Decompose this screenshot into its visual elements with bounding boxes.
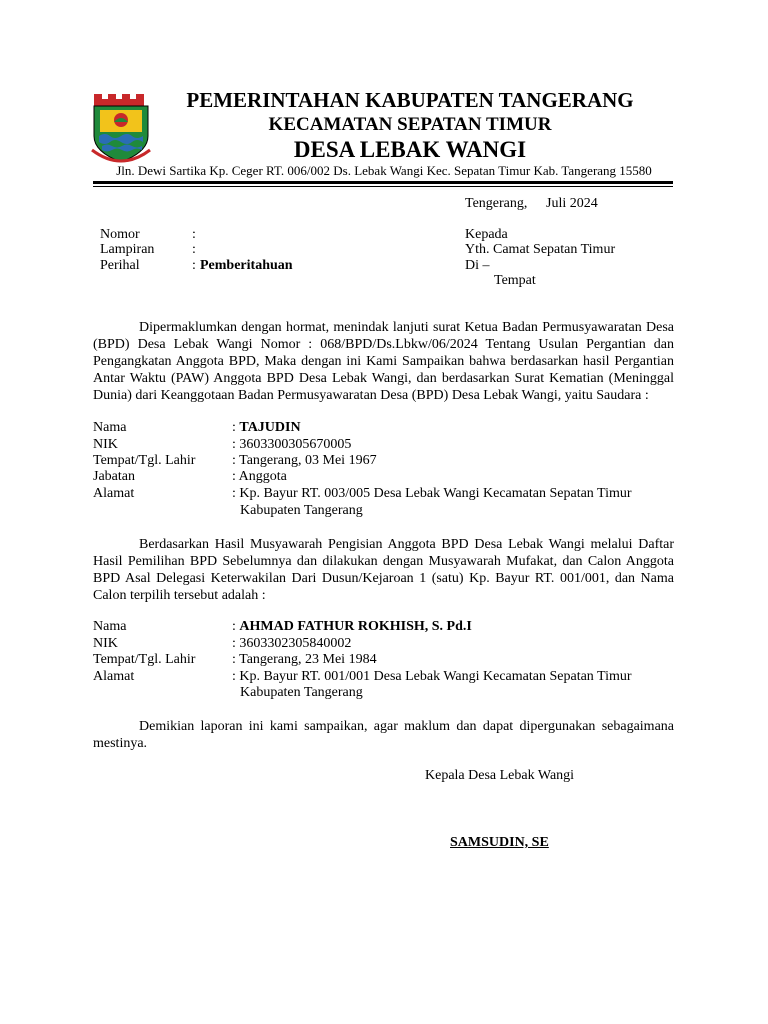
person2-alamat-line1: : Kp. Bayur RT. 001/001 Desa Lebak Wangi Kecamatan Sepatan Timur <box>232 669 632 684</box>
lampiran-label: Lampiran <box>100 242 155 257</box>
person2-nama: : AHMAD FATHUR ROKHISH, S. Pd.I <box>232 619 472 634</box>
letter-date-place: Tengerang, <box>465 196 528 211</box>
body-paragraph-2: Berdasarkan Hasil Musyawarah Pengisian Anggota BPD Desa Lebak Wangi melalui Daftar Hasil Pemilihan BPD Sebelumnya dan dilakukan dengan Musyawarah Mufakat, dan Calon Anggota BPD Asal Delegasi Keterwakilan Dari Dusun/Kejaroan 1 (satu) Kp. Bayur RT. 001/001, dan Nama Calon terpilih tersebut adalah : <box>93 537 674 603</box>
header-district-title: KECAMATAN SEPATAN TIMUR <box>268 114 552 135</box>
person1-alamat-label: Alamat <box>93 486 135 501</box>
person1-alamat-line1: : Kp. Bayur RT. 003/005 Desa Lebak Wangi Kecamatan Sepatan Timur <box>232 486 632 501</box>
header-village-title: DESA LEBAK WANGI <box>293 137 527 162</box>
person1-ttl: : Tangerang, 03 Mei 1967 <box>232 453 377 468</box>
person1-nama: : TAJUDIN <box>232 420 301 435</box>
body-paragraph-1: Dipermaklumkan dengan hormat, menindak lanjuti surat Ketua Badan Permusyawaratan Desa (BPD) Desa Lebak Wangi Nomor : 068/BPD/Ds.Lbkw/06/2024 Tentang Usulan Pergantian dan Pengangkatan Anggota BPD, Maka dengan ini Kami Sampaikan bahwa berdasarkan hasil Pergantian Antar Waktu (PAW) Anggota BPD Desa Lebak Wangi, dan berdasarkan Surat Kematian (Meninggal Dunia) dari Keanggotaan Badan Permusyawaratan Desa (BPD) Desa Lebak Wangi, yaitu Saudara : <box>93 320 674 403</box>
signature-name: SAMSUDIN, SE <box>450 835 549 850</box>
header-rule-thick <box>93 181 673 184</box>
person1-jabatan: : Anggota <box>232 469 287 484</box>
recipient-tempat: Tempat <box>494 273 536 288</box>
person1-nik: : 3603300305670005 <box>232 437 352 452</box>
person2-nik-label: NIK <box>93 636 118 651</box>
header-rule-thin <box>93 186 673 187</box>
recipient-di: Di – <box>465 258 490 273</box>
lampiran-separator: : <box>192 242 196 257</box>
regency-emblem-logo <box>90 92 152 164</box>
perihal-separator: : <box>192 258 196 273</box>
person2-alamat-label: Alamat <box>93 669 135 684</box>
body-paragraph-3: Demikian laporan ini kami sampaikan, agar maklum dan dapat dipergunakan sebagaimana mestinya. <box>93 719 674 751</box>
person2-ttl: : Tangerang, 23 Mei 1984 <box>232 652 377 667</box>
person1-nama-label: Nama <box>93 420 127 435</box>
letter-date: Juli 2024 <box>546 196 598 211</box>
person1-jabatan-label: Jabatan <box>93 469 135 484</box>
person1-ttl-label: Tempat/Tgl. Lahir <box>93 453 196 468</box>
person1-nik-label: NIK <box>93 437 118 452</box>
nomor-label: Nomor <box>100 227 140 242</box>
nomor-separator: : <box>192 227 196 242</box>
person2-nik: : 3603302305840002 <box>232 636 352 651</box>
header-government-title: PEMERINTAHAN KABUPATEN TANGERANG <box>186 88 634 112</box>
person2-nama-label: Nama <box>93 619 127 634</box>
recipient-name: Yth. Camat Sepatan Timur <box>465 242 616 257</box>
person2-alamat-line2: Kabupaten Tangerang <box>240 685 363 700</box>
person2-ttl-label: Tempat/Tgl. Lahir <box>93 652 196 667</box>
person1-alamat-line2: Kabupaten Tangerang <box>240 503 363 518</box>
signature-title: Kepala Desa Lebak Wangi <box>425 768 575 783</box>
header-address: Jln. Dewi Sartika Kp. Ceger RT. 006/002 Ds. Lebak Wangi Kec. Sepatan Timur Kab. Tangerang 15580 <box>116 163 652 178</box>
recipient-kepada: Kepada <box>465 227 508 242</box>
perihal-label: Perihal <box>100 258 140 273</box>
perihal-value: Pemberitahuan <box>200 258 293 273</box>
